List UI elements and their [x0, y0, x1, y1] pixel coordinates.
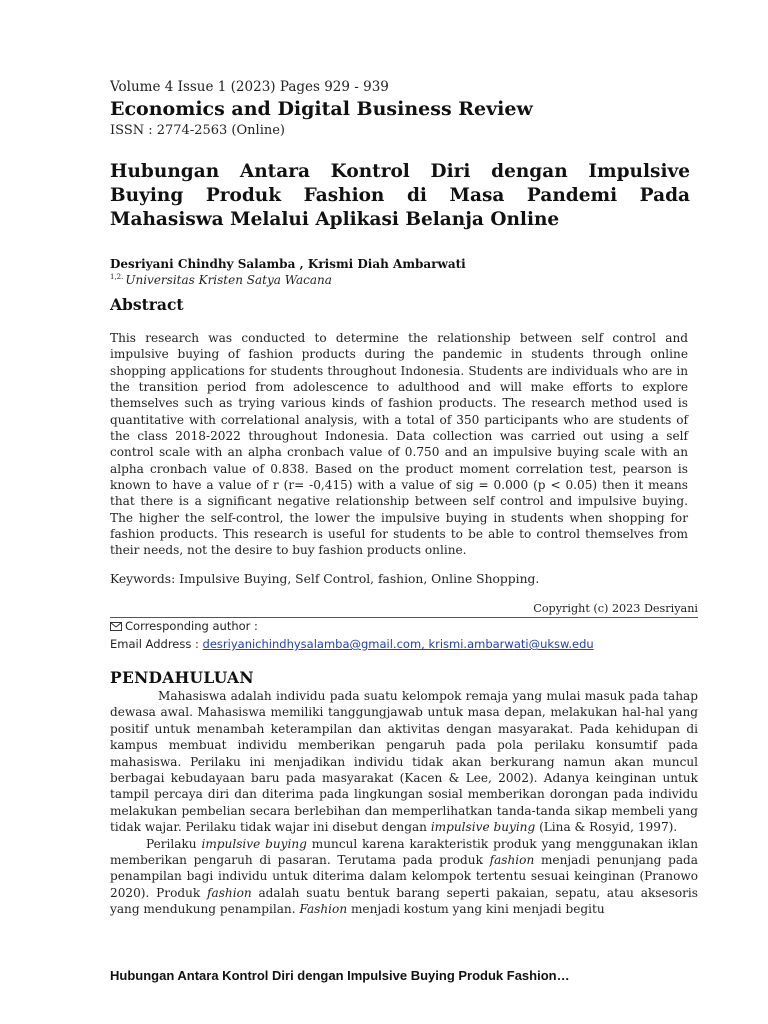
- divider: [110, 617, 698, 618]
- copyright: Copyright (c) 2023 Desriyani: [533, 602, 698, 615]
- paragraph: Perilaku impulsive buying muncul karena karakteristik produk yang menggunakan iklan memberikan pengaruh di pasaran. Terutama pada produk fashion menjadi penunjang pada penampilan bagi individu untuk diterima dalam kelompok tertentu sesuai keinginan (Pranowo 2020). Produk fashion adalah suatu bentuk barang seperti pakaian, sepatu, atau aksesoris yang mendukung penampilan. Fashion menjadi kostum yang kini menjadi begitu: [110, 836, 698, 917]
- running-title: Hubungan Antara Kontrol Diri dengan Impulsive Buying Produk Fashion…: [110, 968, 570, 983]
- volume-info: Volume 4 Issue 1 (2023) Pages 929 - 939: [110, 79, 389, 95]
- paragraph: Mahasiswa adalah individu pada suatu kelompok remaja yang mulai masuk pada tahap dewasa awal. Mahasiswa memiliki tanggungjawab untuk masa depan, melakukan hal-hal yang positif untuk menambah keterampilan dan aktivitas dengan masyarakat. Pada kehidupan di kampus membuat individu memberikan pengaruh pada pola perilaku konsumtif pada mahasiswa. Perilaku ini menjadikan individu tidak akan berkurang namun akan muncul berbagai kebudayaan baru pada masyarakat (Kacen & Lee, 2002). Adanya keinginan untuk tampil percaya diri dan diterima pada lingkungan sosial memberikan dorongan pada individu melakukan pembelian secara berlebihan dan memperlihatkan tanda-tanda sikap membeli yang tidak wajar. Perilaku tidak wajar ini disebut dengan impulsive buying (Lina & Rosyid, 1997).: [110, 689, 698, 835]
- abstract-heading: Abstract: [110, 295, 184, 314]
- keywords: Keywords: Impulsive Buying, Self Control, fashion, Online Shopping.: [110, 572, 540, 586]
- email-label: Email Address :: [110, 637, 203, 651]
- paper-title: Hubungan Antara Kontrol Diri dengan Impulsive Buying Produk Fashion di Masa Pandemi Pada Mahasiswa Melalui Aplikasi Belanja Online: [110, 161, 690, 230]
- intro-body: [110, 688, 698, 918]
- journal-name: Economics and Digital Business Review: [110, 98, 533, 120]
- email-link[interactable]: desriyanichindhysalamba@gmail.com, krismi.ambarwati@uksw.edu: [202, 637, 594, 651]
- abstract-body: This research was conducted to determine the relationship between self control and impulsive buying of fashion products during the pandemic in students through online shopping applications for students throughout Indonesia. Students are individuals who are in the transition period from adolescence to adulthood and will make efforts to explore themselves such as trying various kinds of fashion products. The research method used is quantitative with correlational analysis, with a total of 350 participants who are students of the class 2018-2022 throughout Indonesia. Data collection was carried out using a self control scale with an alpha cronbach value of 0.750 and an impulsive buying scale with an alpha cronbach value of 0.838. Based on the product moment correlation test, pearson is known to have a value of r (r= -0,415) with a value of sig = 0.000 (p < 0.05) then it means that there is a significant negative relationship between self control and impulsive buying. The higher the self-control, the lower the impulsive buying in students when shopping for fashion products. This research is useful for students to be able to control themselves from their needs, not the desire to buy fashion products online.: [110, 331, 688, 558]
- corresponding-author: [110, 619, 258, 633]
- authors: Desriyani Chindhy Salamba , Krismi Diah Ambarwati: [110, 257, 466, 271]
- envelope-icon: [110, 622, 122, 631]
- issn: ISSN : 2774-2563 (Online): [110, 123, 285, 138]
- section-heading: PENDAHULUAN: [110, 668, 254, 687]
- affiliation-name: Universitas Kristen Satya Wacana: [125, 273, 332, 287]
- affiliation: [110, 273, 332, 287]
- email-address: [110, 637, 594, 651]
- corresponding-label: Corresponding author :: [125, 619, 258, 633]
- affiliation-marks: 1,2.: [110, 273, 124, 281]
